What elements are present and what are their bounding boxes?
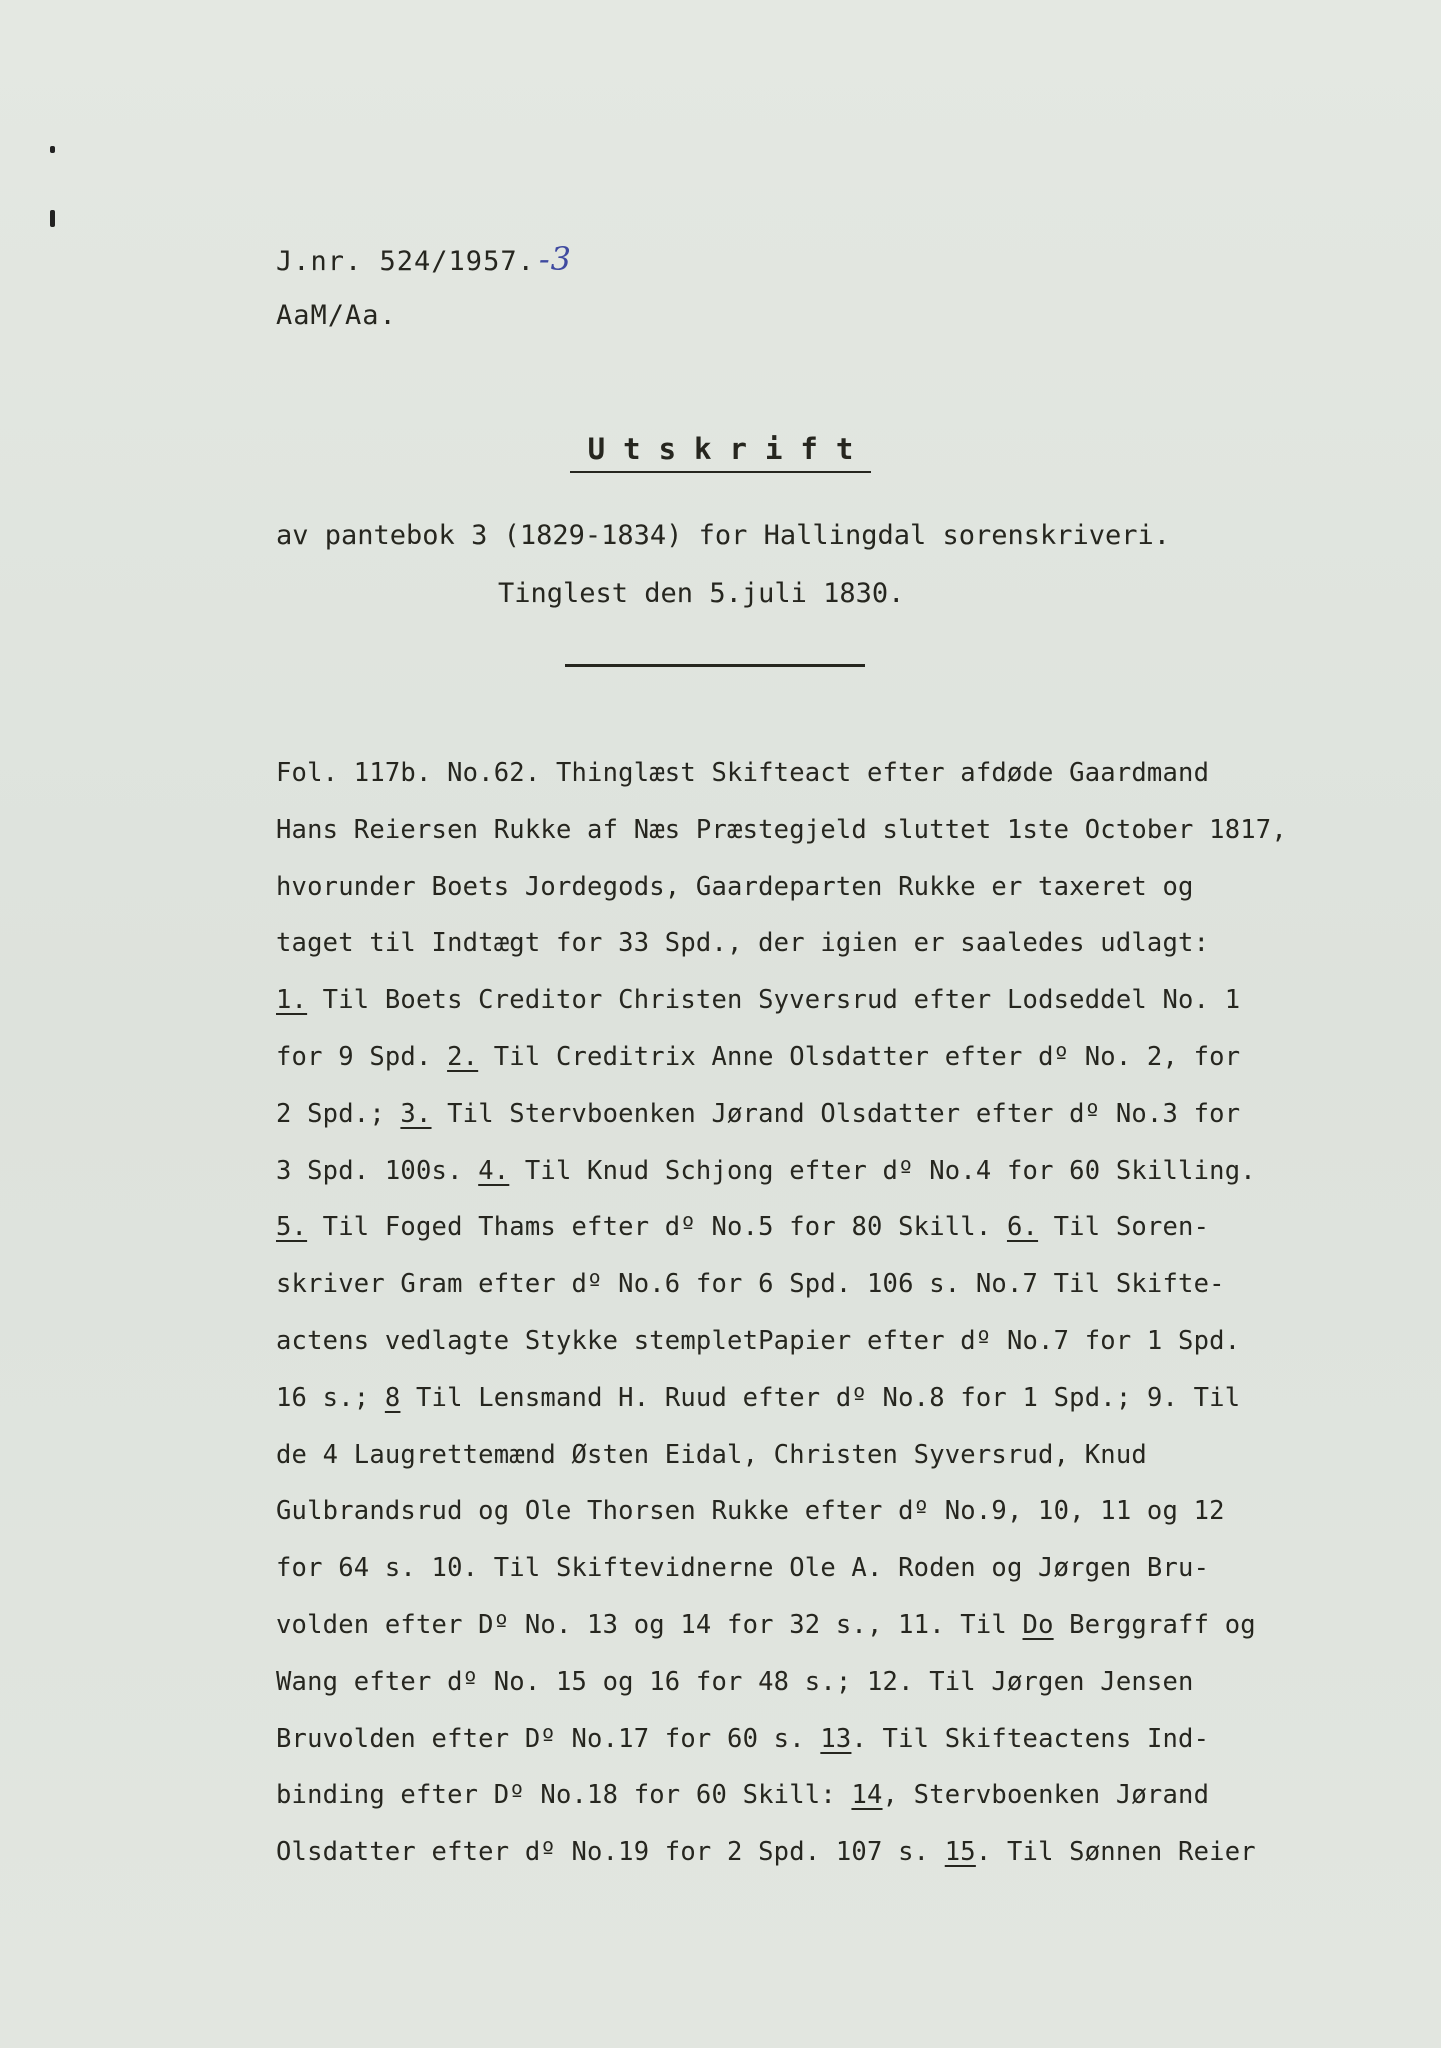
text-line (276, 1086, 1396, 1143)
item-number: 4. (478, 1155, 510, 1186)
line-text: Til Foged Thams efter dº No.5 for 80 Skill. (307, 1212, 1007, 1243)
text-line (276, 1143, 1396, 1200)
line-text: volden efter Dº No. 13 og 14 for 32 s., 11. Til (276, 1609, 1023, 1640)
line-text: Berggraff og (1053, 1609, 1256, 1640)
margin-mark (50, 210, 55, 227)
document-title-text: Utskrift (570, 432, 872, 473)
item-number: Do (1022, 1609, 1054, 1640)
text-line (276, 1711, 1396, 1768)
initials: AaM/Aa. (276, 300, 397, 331)
line-text: for 9 Spd. (276, 1041, 448, 1072)
line-text: Til Creditrix Anne Olsdatter efter dº No. 2, for (478, 1041, 1241, 1072)
item-number: 8 (384, 1382, 401, 1413)
subtitle-line-2: Tinglest den 5.juli 1830. (498, 578, 905, 609)
journal-number: J.nr. 524/1957. (276, 246, 535, 277)
line-text: Olsdatter efter dº No.19 for 2 Spd. 107 s. (276, 1837, 945, 1868)
item-number: 15 (944, 1837, 976, 1868)
line-text: 3 Spd. 100s. (276, 1155, 479, 1186)
text-line (276, 972, 1396, 1029)
item-number: 3. (400, 1098, 432, 1129)
divider (565, 664, 865, 667)
line-text: 16 s.; (276, 1382, 385, 1413)
text-line: Gulbrandsrud og Ole Thorsen Rukke efter dº No.9, 10, 11 og 12 (276, 1496, 1225, 1527)
text-line (276, 1029, 1396, 1086)
line-text: 2 Spd.; (276, 1098, 401, 1129)
text-line (276, 1370, 1396, 1427)
text-line: skriver Gram efter dº No.6 for 6 Spd. 106 s. No.7 Til Skifte- (276, 1269, 1225, 1300)
handwritten-suffix: -3 (538, 240, 573, 278)
text-line (276, 1597, 1396, 1654)
subtitle-line-1: av pantebok 3 (1829-1834) for Hallingdal sorenskriveri. (276, 520, 1171, 551)
text-line: Fol. 117b. No.62. Thinglæst Skifteact efter afdøde Gaardmand (276, 758, 1210, 788)
line-text: . Til Sønnen Reier (975, 1837, 1256, 1868)
item-number: 6. (1006, 1212, 1039, 1243)
item-number: 1. (276, 985, 308, 1016)
line-text: Til Lensmand H. Ruud efter dº No.8 for 1 Spd.; 9. Til (400, 1382, 1241, 1413)
text-line: taget til Indtægt for 33 Spd., der igien er saaledes udlagt: (276, 928, 1210, 959)
item-number: 13 (820, 1723, 852, 1754)
item-number: 14 (851, 1780, 883, 1811)
text-line: actens vedlagte Stykke stempletPapier efter dº No.7 for 1 Spd. (276, 1325, 1241, 1356)
item-number: 5. (276, 1212, 308, 1243)
line-text: Bruvolden efter Dº No.17 for 60 s. (276, 1723, 821, 1754)
document-title (0, 432, 1441, 466)
text-line: hvorunder Boets Jordegods, Gaardeparten Rukke er taxeret og (276, 871, 1194, 902)
text-line: for 64 s. 10. Til Skiftevidnerne Ole A. Roden og Jørgen Bru- (276, 1553, 1210, 1584)
item-number: 2. (447, 1041, 479, 1072)
journal-number-line (276, 240, 572, 278)
text-line: de 4 Laugrettemænd Østen Eidal, Christen Syversrud, Knud (276, 1439, 1147, 1470)
line-text: binding efter Dº No.18 for 60 Skill: (276, 1780, 852, 1811)
text-line (276, 1767, 1396, 1824)
line-text: Til Boets Creditor Christen Syversrud efter Lodseddel No. 1 (307, 985, 1241, 1016)
line-text: Til Soren- (1038, 1212, 1210, 1243)
line-text: Til Stervboenken Jørand Olsdatter efter dº No.3 for (431, 1098, 1241, 1129)
line-text: , Stervboenken Jørand (882, 1780, 1210, 1811)
line-text: . Til Skifteactens Ind- (851, 1723, 1210, 1754)
text-line (276, 1199, 1396, 1256)
text-line: Wang efter dº No. 15 og 16 for 48 s.; 12. Til Jørgen Jensen (276, 1666, 1194, 1697)
text-line: Hans Reiersen Rukke af Næs Præstegjeld sluttet 1ste October 1817, (276, 814, 1287, 845)
body-text (276, 745, 1396, 1881)
margin-mark (50, 146, 55, 153)
line-text: Til Knud Schjong efter dº No.4 for 60 Skilling. (509, 1155, 1256, 1186)
text-line (276, 1824, 1396, 1881)
